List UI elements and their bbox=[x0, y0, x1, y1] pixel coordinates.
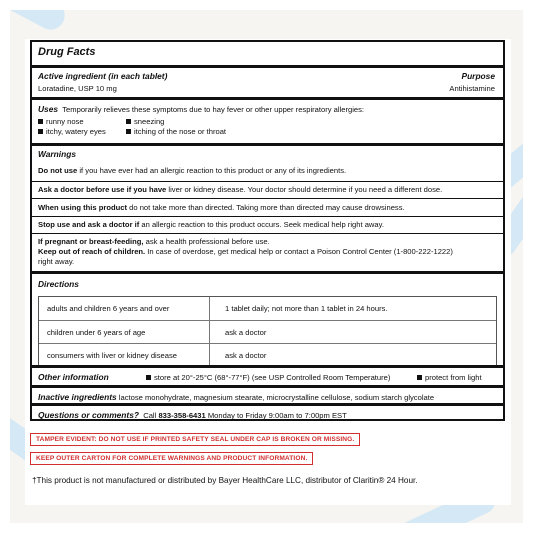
purpose-value: Antihistamine bbox=[449, 84, 495, 93]
warning-divider bbox=[32, 216, 503, 217]
warning-stop-use: Stop use and ask a doctor if an allergic reaction to this product occurs. Seek medical help right away. bbox=[38, 220, 384, 229]
uses-section bbox=[32, 97, 503, 143]
inactive-section bbox=[32, 385, 503, 403]
table-row bbox=[39, 320, 496, 343]
table-row bbox=[39, 343, 496, 366]
questions-section bbox=[32, 403, 503, 421]
uses-item: itchy, watery eyes bbox=[38, 127, 106, 136]
other-info-section bbox=[32, 365, 503, 384]
warning-keep-out-cont: right away. bbox=[38, 257, 75, 266]
table-row bbox=[39, 297, 496, 320]
footnote: †This product is not manufactured or distributed by Bayer HealthCare LLC, distributor of Claritin® 24 Hour. bbox=[32, 476, 418, 485]
uses-item: itching of the nose or throat bbox=[126, 127, 226, 136]
decorative-stripe bbox=[10, 10, 70, 35]
uses-item: runny nose bbox=[38, 117, 84, 126]
warning-do-not-use: Do not use if you have ever had an allergic reaction to this product or any of its ingredients. bbox=[38, 166, 347, 175]
directions-who: consumers with liver or kidney disease bbox=[47, 351, 177, 360]
other-info-protect: protect from light bbox=[417, 373, 482, 382]
keep-carton-warning: KEEP OUTER CARTON FOR COMPLETE WARNINGS AND PRODUCT INFORMATION. bbox=[30, 452, 313, 465]
warning-pregnant: If pregnant or breast-feeding, ask a health professional before use. bbox=[38, 237, 270, 246]
drug-facts-title: Drug Facts bbox=[38, 46, 96, 58]
warnings-heading: Warnings bbox=[38, 149, 77, 159]
directions-section bbox=[32, 271, 503, 365]
directions-who: adults and children 6 years and over bbox=[47, 304, 170, 313]
active-ingredient-value: Loratadine, USP 10 mg bbox=[38, 84, 117, 93]
purpose-heading: Purpose bbox=[461, 71, 495, 81]
warning-ask-doctor: Ask a doctor before use if you have liver or kidney disease. Your doctor should determine if you need a different dose. bbox=[38, 185, 443, 194]
warnings-section bbox=[32, 143, 503, 277]
drug-facts-panel bbox=[30, 40, 505, 421]
warning-when-using: When using this product do not take more than directed. Taking more than directed may cause drowsiness. bbox=[38, 203, 405, 212]
warning-keep-out: Keep out of reach of children. In case of overdose, get medical help or contact a Poison Control Center (1-800-222-1222) bbox=[38, 247, 453, 256]
warning-divider bbox=[32, 233, 503, 234]
other-info-store: store at 20°-25°C (68°-77°F) (see USP Controlled Room Temperature) bbox=[146, 373, 390, 382]
directions-dose: ask a doctor bbox=[225, 328, 267, 337]
directions-dose: ask a doctor bbox=[225, 351, 267, 360]
active-ingredient-heading: Active ingredient (in each tablet) bbox=[38, 71, 168, 81]
directions-who: children under 6 years of age bbox=[47, 328, 146, 337]
other-info-heading: Other information bbox=[38, 372, 109, 382]
uses-intro-line: Uses Temporarily relieves these symptoms due to hay fever or other upper respiratory allergies: bbox=[38, 104, 365, 114]
questions-line: Questions or comments? Call 833-358-6431 Monday to Friday 9:00am to 7:00pm EST bbox=[38, 410, 347, 420]
inactive-line: Inactive ingredients lactose monohydrate, magnesium stearate, microcrystalline cellulose, sodium starch glycolate bbox=[38, 392, 435, 402]
directions-table bbox=[38, 296, 497, 367]
active-ingredient-section bbox=[32, 65, 503, 97]
directions-heading: Directions bbox=[38, 279, 79, 289]
warning-divider bbox=[32, 181, 503, 182]
tamper-evident-warning: TAMPER EVIDENT: DO NOT USE IF PRINTED SAFETY SEAL UNDER CAP IS BROKEN OR MISSING. bbox=[30, 433, 360, 446]
warning-divider bbox=[32, 198, 503, 199]
uses-item: sneezing bbox=[126, 117, 164, 126]
directions-dose: 1 tablet daily; not more than 1 tablet in 24 hours. bbox=[225, 304, 388, 313]
